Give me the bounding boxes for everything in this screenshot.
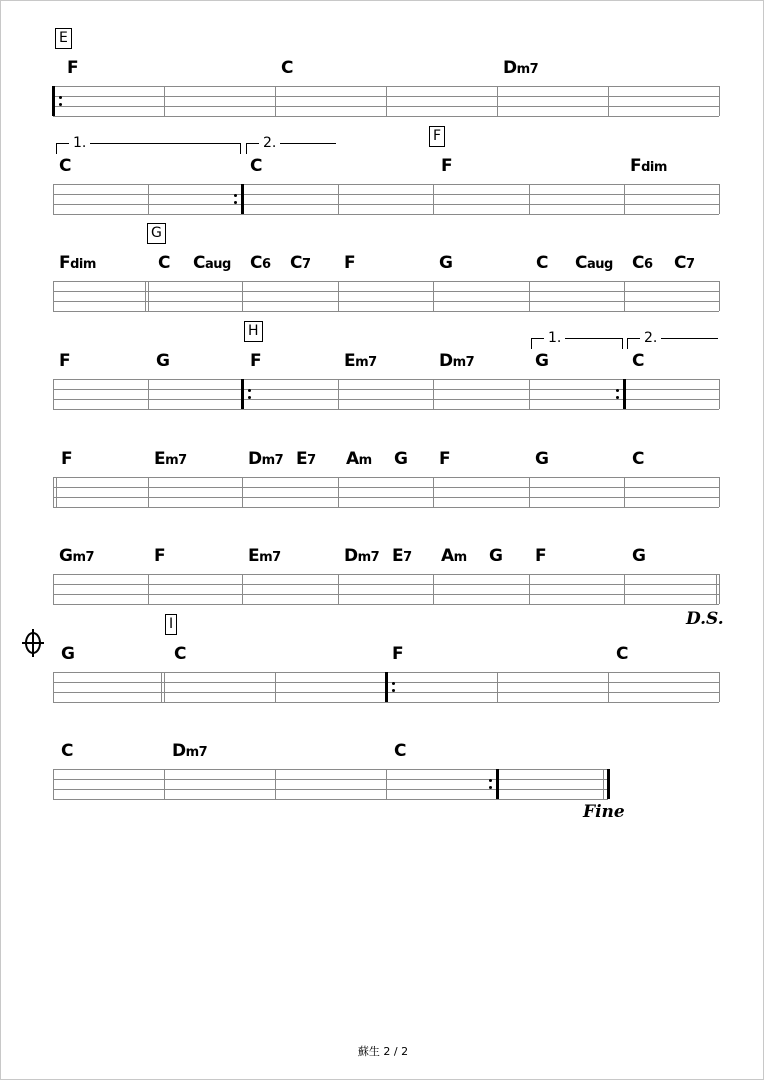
chord-root: F xyxy=(61,449,73,469)
volta-number: 2. xyxy=(640,330,661,346)
chord-root: G xyxy=(535,449,549,469)
chord-root: C xyxy=(290,253,302,273)
chord-symbol xyxy=(158,255,170,272)
chord-root: F xyxy=(392,644,404,664)
barline xyxy=(338,281,339,311)
chord-symbol xyxy=(535,353,548,370)
repeat-dots xyxy=(616,379,620,409)
barline xyxy=(242,477,243,507)
chord-root: C xyxy=(250,156,262,176)
barline xyxy=(433,379,434,409)
chord-symbol xyxy=(174,646,186,663)
chord-symbol xyxy=(536,255,548,272)
barline xyxy=(529,477,530,507)
chord-symbol xyxy=(250,353,261,370)
chord-quality: aug xyxy=(586,257,613,272)
chord-root: G xyxy=(61,644,75,664)
staff xyxy=(53,672,719,702)
barline xyxy=(241,184,244,214)
rehearsal-mark: E xyxy=(55,28,72,49)
staff-line xyxy=(53,584,719,585)
chord-quality: m7 xyxy=(259,550,281,565)
chord-root: C xyxy=(250,253,262,273)
staff-line xyxy=(53,214,719,215)
barline xyxy=(164,769,165,799)
chord-symbol xyxy=(392,548,412,565)
staff-line xyxy=(53,799,608,800)
chord-root: G xyxy=(439,253,453,273)
chord-root: G xyxy=(489,546,503,566)
chord-root: C xyxy=(59,156,71,176)
barline xyxy=(148,379,149,409)
chord-symbol xyxy=(61,451,72,468)
chord-symbol xyxy=(439,255,452,272)
chord-root: D xyxy=(248,449,262,469)
staff-line xyxy=(53,281,719,282)
chord-root: A xyxy=(346,449,359,469)
chord-quality: 7 xyxy=(301,257,311,272)
chord-quality: dim xyxy=(70,257,96,272)
repeat-dots xyxy=(489,769,493,799)
chord-quality: m7 xyxy=(185,745,208,760)
chord-root: C xyxy=(281,58,293,78)
chord-quality: m xyxy=(358,453,372,468)
chord-symbol xyxy=(156,353,169,370)
chord-symbol xyxy=(632,548,645,565)
chord-root: E xyxy=(248,546,260,566)
chord-symbol xyxy=(439,353,474,370)
barline xyxy=(53,477,54,507)
chord-symbol xyxy=(250,158,262,175)
chord-symbol xyxy=(59,353,70,370)
barline xyxy=(148,574,149,604)
barline xyxy=(148,281,149,311)
staff xyxy=(53,574,719,604)
staff-line xyxy=(53,507,719,508)
staff-line xyxy=(53,291,719,292)
chord-root: G xyxy=(632,546,646,566)
chord-symbol xyxy=(394,451,407,468)
chord-root: C xyxy=(632,253,644,273)
barline xyxy=(433,574,434,604)
chord-symbol xyxy=(59,548,94,565)
staff-line xyxy=(53,779,608,780)
barline xyxy=(53,184,54,214)
chord-quality: m7 xyxy=(452,355,475,370)
barline xyxy=(53,672,54,702)
chord-symbol xyxy=(172,743,207,760)
volta-number: 1. xyxy=(544,330,565,346)
chord-root: F xyxy=(59,253,71,273)
staff xyxy=(53,184,719,214)
chord-symbol xyxy=(439,451,450,468)
barline xyxy=(53,574,54,604)
rehearsal-mark: H xyxy=(244,321,263,342)
chord-root: C xyxy=(158,253,170,273)
staff-line xyxy=(53,204,719,205)
staff-line xyxy=(53,789,608,790)
chord-symbol xyxy=(154,451,187,468)
barline xyxy=(433,281,434,311)
staff-line xyxy=(53,604,719,605)
chord-root: E xyxy=(154,449,166,469)
direction-text: D.S. xyxy=(686,609,724,629)
chord-symbol xyxy=(489,548,502,565)
chord-symbol xyxy=(674,255,695,272)
chord-symbol xyxy=(616,646,628,663)
chord-root: F xyxy=(59,351,71,371)
chord-root: F xyxy=(344,253,356,273)
barline xyxy=(53,281,54,311)
chord-symbol xyxy=(344,353,377,370)
chord-root: C xyxy=(394,741,406,761)
barline xyxy=(607,769,610,799)
chord-symbol xyxy=(441,548,467,565)
barline xyxy=(338,477,339,507)
chord-root: F xyxy=(250,351,262,371)
staff-line xyxy=(53,769,608,770)
staff-line xyxy=(53,301,719,302)
chord-root: F xyxy=(439,449,451,469)
barline xyxy=(529,574,530,604)
chord-root: C xyxy=(632,351,644,371)
barline xyxy=(624,574,625,604)
barline xyxy=(242,574,243,604)
barline xyxy=(241,379,244,409)
barline xyxy=(338,379,339,409)
volta-number: 1. xyxy=(69,135,90,151)
chord-root: F xyxy=(67,58,79,78)
staff xyxy=(53,769,608,799)
volta-number: 2. xyxy=(259,135,280,151)
barline xyxy=(624,184,625,214)
barline xyxy=(385,672,388,702)
barline xyxy=(497,672,498,702)
staff xyxy=(53,281,719,311)
staff-line xyxy=(53,311,719,312)
barline xyxy=(338,574,339,604)
barline xyxy=(719,574,720,604)
chord-root: F xyxy=(154,546,166,566)
repeat-dots xyxy=(234,184,238,214)
barline xyxy=(56,477,57,507)
chord-root: F xyxy=(630,156,642,176)
barline xyxy=(529,281,530,311)
chord-root: C xyxy=(674,253,686,273)
chord-symbol xyxy=(392,646,403,663)
barline xyxy=(624,477,625,507)
staff-line xyxy=(53,477,719,478)
rehearsal-mark: G xyxy=(147,223,166,244)
barline xyxy=(719,672,720,702)
chord-root: D xyxy=(172,741,186,761)
chord-symbol xyxy=(290,255,311,272)
barline xyxy=(608,672,609,702)
chord-symbol xyxy=(296,451,316,468)
chord-symbol xyxy=(59,255,96,272)
chord-symbol xyxy=(344,548,379,565)
chord-quality: m7 xyxy=(355,355,377,370)
rehearsal-mark: I xyxy=(165,614,177,635)
staff-line xyxy=(53,184,719,185)
barline xyxy=(603,769,604,799)
rehearsal-mark: F xyxy=(429,126,445,147)
staff-line xyxy=(53,594,719,595)
barline xyxy=(496,769,499,799)
chord-quality: m7 xyxy=(165,453,187,468)
chord-root: E xyxy=(296,449,308,469)
volta-bracket xyxy=(627,330,718,349)
chord-symbol xyxy=(193,255,231,272)
page-footer: 蘇生 2 / 2 xyxy=(357,1045,409,1058)
chord-symbol xyxy=(630,158,667,175)
chord-quality: m7 xyxy=(261,453,284,468)
repeat-dots xyxy=(248,379,252,409)
chord-root: G xyxy=(156,351,170,371)
barline xyxy=(148,184,149,214)
chord-quality: m7 xyxy=(357,550,380,565)
barline xyxy=(529,184,530,214)
repeat-dots xyxy=(392,672,396,702)
chord-root: C xyxy=(193,253,205,273)
chord-symbol xyxy=(346,451,372,468)
volta-bracket xyxy=(531,330,623,349)
chord-symbol xyxy=(535,451,548,468)
staff xyxy=(53,477,719,507)
chord-quality: m xyxy=(453,550,467,565)
chord-symbol xyxy=(250,255,271,272)
chord-symbol xyxy=(248,548,281,565)
chord-symbol xyxy=(441,158,452,175)
chord-symbol xyxy=(248,451,283,468)
barline xyxy=(433,184,434,214)
chord-quality: 6 xyxy=(261,257,271,272)
barline xyxy=(433,477,434,507)
chord-symbol xyxy=(344,255,355,272)
volta-bracket xyxy=(246,135,336,154)
chord-root: C xyxy=(174,644,186,664)
chord-symbol xyxy=(535,548,546,565)
chord-root: C xyxy=(616,644,628,664)
barline xyxy=(386,769,387,799)
chord-symbol xyxy=(632,353,644,370)
chord-quality: dim xyxy=(641,160,667,175)
barline xyxy=(719,184,720,214)
chord-root: D xyxy=(344,546,358,566)
barline xyxy=(242,281,243,311)
chord-root: F xyxy=(441,156,453,176)
chord-root: G xyxy=(394,449,408,469)
chord-symbol xyxy=(61,646,74,663)
barline xyxy=(338,184,339,214)
barline xyxy=(623,379,626,409)
chord-root: D xyxy=(503,58,517,78)
volta-bracket xyxy=(56,135,241,154)
barline xyxy=(275,672,276,702)
barline xyxy=(148,477,149,507)
chord-symbol xyxy=(394,743,406,760)
barline xyxy=(529,379,530,409)
barline xyxy=(53,769,54,799)
chord-symbol xyxy=(59,158,71,175)
chord-root: G xyxy=(535,351,549,371)
staff-line xyxy=(53,409,719,410)
chord-quality: m7 xyxy=(72,550,95,565)
chord-root: F xyxy=(535,546,547,566)
chord-root: C xyxy=(61,741,73,761)
direction-text: Fine xyxy=(583,802,625,822)
chord-symbol xyxy=(632,255,653,272)
barline xyxy=(624,281,625,311)
barline xyxy=(716,574,717,604)
staff xyxy=(53,379,719,409)
chord-quality: aug xyxy=(204,257,231,272)
barline xyxy=(719,379,720,409)
barline xyxy=(145,281,146,311)
chord-symbol xyxy=(575,255,613,272)
chord-root: D xyxy=(439,351,453,371)
chord-root: G xyxy=(59,546,73,566)
chord-symbol xyxy=(632,451,644,468)
chord-quality: 7 xyxy=(307,453,316,468)
barline xyxy=(719,281,720,311)
coda-icon xyxy=(21,628,45,658)
chord-root: C xyxy=(536,253,548,273)
barline xyxy=(161,672,162,702)
chord-root: E xyxy=(344,351,356,371)
chord-quality: m7 xyxy=(516,62,539,77)
barline xyxy=(719,477,720,507)
chord-root: C xyxy=(575,253,587,273)
staff-line xyxy=(53,574,719,575)
chord-quality: 7 xyxy=(685,257,695,272)
staff-line xyxy=(53,702,719,703)
staff-line xyxy=(53,194,719,195)
chord-root: A xyxy=(441,546,454,566)
chord-root: E xyxy=(392,546,404,566)
staff-line xyxy=(53,487,719,488)
barline xyxy=(164,672,165,702)
staff-line xyxy=(53,497,719,498)
chord-symbol xyxy=(154,548,165,565)
chord-symbol xyxy=(61,743,73,760)
barline xyxy=(53,379,54,409)
chord-root: C xyxy=(632,449,644,469)
chord-quality: 7 xyxy=(403,550,412,565)
barline xyxy=(275,769,276,799)
chord-quality: 6 xyxy=(643,257,653,272)
